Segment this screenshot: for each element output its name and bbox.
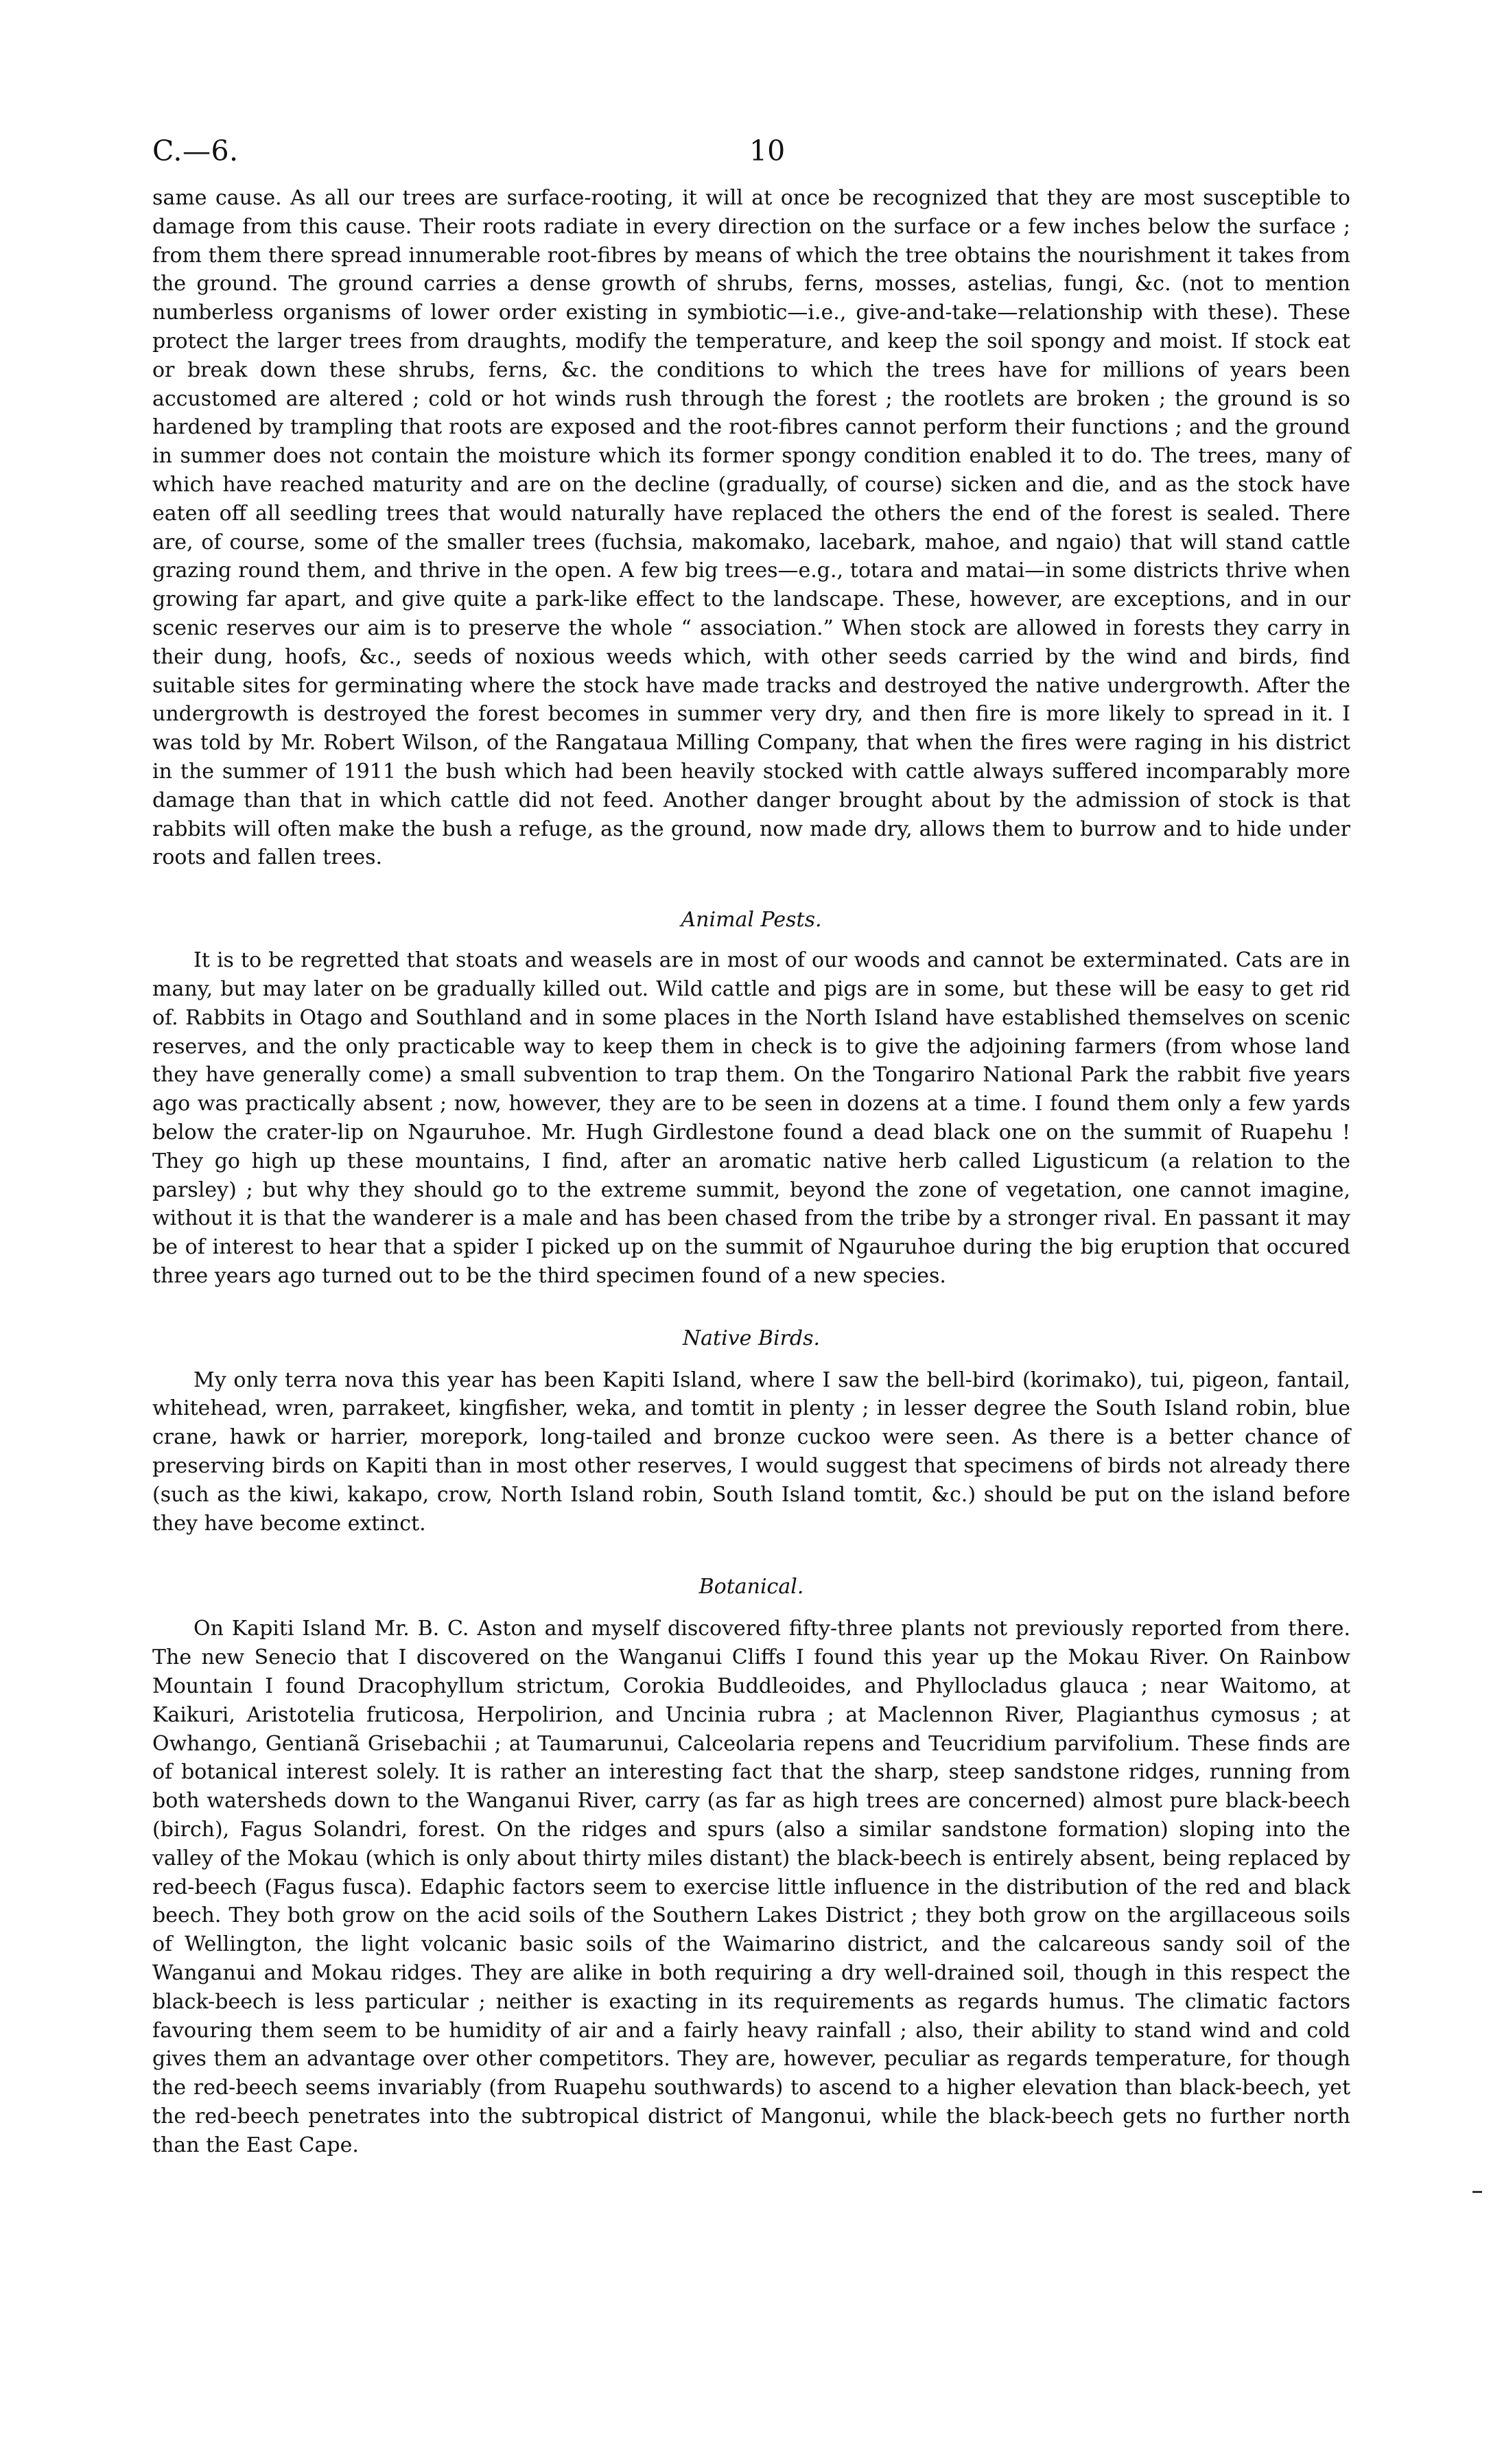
heading-animal-pests: Animal Pests. (681, 908, 822, 932)
body-text (152, 184, 1350, 2160)
paragraph-stock-damage: same cause. As all our trees are surface-rooting, it will at once be recognized that they are most susceptible to damage from this cause. Their roots radiate in every direction on the surface or a few inches below the surface ; from them there spread innumerable root-fibres by means of which the tree obtains the nourishment it takes from the ground. The ground carries a dense growth of shrubs, ferns, mosses, astelias, fungi, &c. (not to mention numberless organisms of lower order existing in symbiotic—i.e., give-and-take—relationship with these). These protect the larger trees from draughts, modify the temperature, and keep the soil spongy and moist. If stock eat or break down these shrubs, ferns, &c. the conditions to which the trees have for millions of years been accustomed are altered ; cold or hot winds rush through the forest ; the rootlets are broken ; the ground is so hardened by trampling that roots are exposed and the root-fibres cannot perform their functions ; and the ground in summer does not contain the moisture which its former spongy condition enabled it to do. The trees, many of which have reached maturity and are on the decline (gradually, of course) sicken and die, and as the stock have eaten off all seedling trees that would naturally have replaced the others the end of the forest is sealed. There are, of course, some of the smaller trees (fuchsia, makomako, lacebark, mahoe, and ngaio) that will stand cattle grazing round them, and thrive in the open. A few big trees—e.g., totara and matai—in some districts thrive when growing far apart, and give quite a park-like effect to the landscape. These, however, are exceptions, and in our scenic reserves our aim is to preserve the whole “ association.” When stock are allowed in forests they carry in their dung, hoofs, &c., seeds of noxious weeds which, with other seeds carried by the wind and birds, find suitable sites for germinating where the stock have made tracks and destroyed the native undergrowth. After the undergrowth is destroyed the forest becomes in summer very dry, and then fire is more likely to spread in it. I was told by Mr. Robert Wilson, of the Rangataua Milling Company, that when the fires were raging in his district in the summer of 1911 the bush which had been heavily stocked with cattle always suffered incomparably more damage than that in which cattle did not feed. Another danger brought about by the admission of stock is that rabbits will often make the bush a refuge, as the ground, now made dry, allows them to burrow and to hide under roots and fallen trees. (152, 186, 1350, 870)
paragraph-animal-pests: It is to be regretted that stoats and weasels are in most of our woods and cannot be exterminated. Cats are in many, but may later on be gradually killed out. Wild cattle and pigs are in some, but these will be easy to get rid of. Rabbits in Otago and Southland and in some places in the North Island have established themselves on scenic reserves, and the only practicable way to keep them in check is to give the adjoining farmers (from whose land they have generally come) a small subvention to trap them. On the Tongariro National Park the rabbit five years ago was practically absent ; now, however, they are to be seen in dozens at a time. I found them only a few yards below the crater-lip on Ngauruhoe. Mr. Hugh Girdlestone found a dead black one on the summit of Ruapehu ! They go high up these mountains, I find, after an aromatic native herb called Ligusticum (a relation to the parsley) ; but why they should go to the extreme summit, beyond the zone of vegetation, one cannot imagine, without it is that the wanderer is a male and has been chased from the tribe by a stronger rival. En passant it may be of interest to hear that a spider I picked up on the summit of Ngauruhoe during the big eruption that occured three years ago turned out to be the third specimen found of a new species. (152, 948, 1350, 1288)
heading-native-birds: Native Birds. (682, 1326, 821, 1350)
paragraph-botanical: On Kapiti Island Mr. B. C. Aston and myself discovered fifty-three plants not previously reported from there. The new Senecio that I discovered on the Wanganui Cliffs I found this year up the Mokau River. On Rainbow Mountain I found Dracophyllum strictum, Corokia Buddleoides, and Phyllocladus glauca ; near Waitomo, at Kaikuri, Aristotelia fruticosa, Herpolirion, and Uncinia rubra ; at Maclennon River, Plagianthus cymosus ; at Owhango, Gentianã Grisebachii ; at Taumarunui, Calceolaria repens and Teucridium parvifolium. These finds are of botanical interest solely. It is rather an interesting fact that the sharp, steep sandstone ridges, running from both watersheds down to the Wanganui River, carry (as far as high trees are concerned) almost pure black-beech (birch), Fagus Solandri, forest. On the ridges and spurs (also a similar sandstone formation) sloping into the valley of the Mokau (which is only about thirty miles distant) the black-beech is entirely absent, being replaced by red-beech (Fagus fusca). Edaphic factors seem to exercise little influence in the distribution of the red and black beech. They both grow on the acid soils of the Southern Lakes District ; they both grow on the argillaceous soils of Wellington, the light volcanic basic soils of the Waimarino district, and the calcareous sandy soil of the Wanganui and Mokau ridges. They are alike in both requiring a dry well-drained soil, though in this respect the black-beech is less particular ; neither is exacting in its requirements as regards humus. The climatic factors favouring them seem to be humidity of air and a fairly heavy rainfall ; also, their ability to stand wind and cold gives them an advantage over other competitors. They are, however, peculiar as regards temperature, for though the red-beech seems invariably (from Ruapehu southwards) to ascend to a higher elevation than black-beech, yet the red-beech penetrates into the subtropical district of Mangonui, while the black-beech gets no further north than the East Cape. (152, 1617, 1350, 2157)
paragraph-native-birds: My only terra nova this year has been Kapiti Island, where I saw the bell-bird (korimako), tui, pigeon, fantail, whitehead, wren, parrakeet, kingfisher, weka, and tomtit in plenty ; in lesser degree the South Island robin, blue crane, hawk or harrier, morepork, long-tailed and bronze cuckoo were seen. As there is a better chance of preserving birds on Kapiti than in most other reserves, I would suggest that specimens of birds not already there (such as the kiwi, kakapo, crow, North Island robin, South Island tomtit, &c.) should be put on the island before they have become extinct. (152, 1368, 1350, 1536)
margin-dash (1472, 2191, 1482, 2193)
document-reference: C.—6. (152, 134, 239, 167)
heading-botanical: Botanical. (698, 1575, 804, 1599)
page-number: 10 (749, 134, 786, 167)
page-header (152, 117, 1354, 184)
